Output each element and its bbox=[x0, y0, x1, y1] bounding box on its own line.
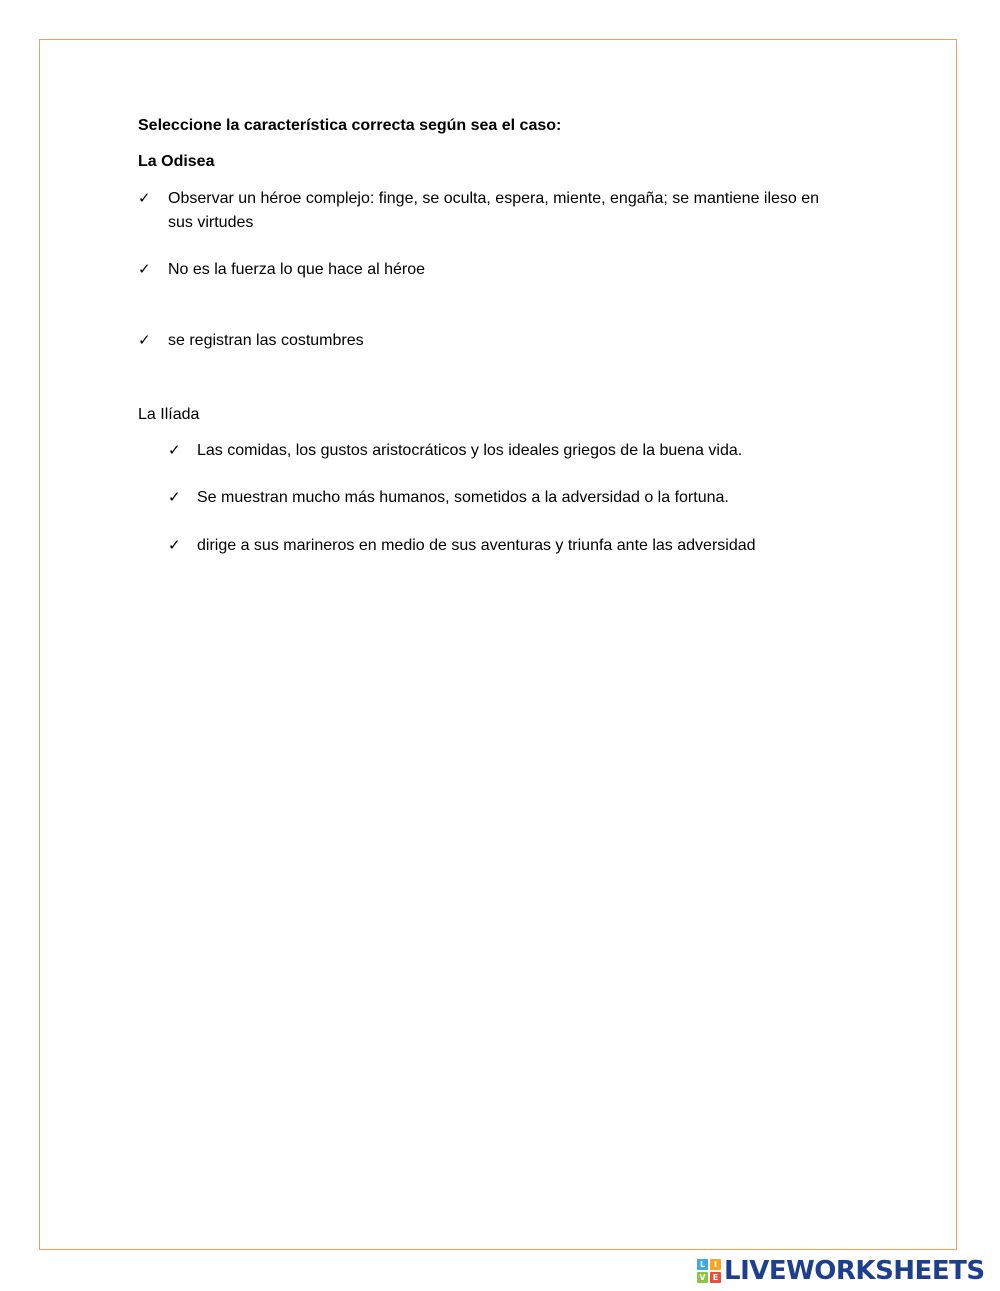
checkmark-icon: ✓ bbox=[168, 488, 181, 506]
logo-mark-icon bbox=[697, 1259, 721, 1283]
logo-letter-v: V bbox=[697, 1272, 708, 1283]
checkmark-icon: ✓ bbox=[138, 260, 151, 278]
odisea-item-1-text-line1: Observar un héroe complejo: finge, se oculta, espera, miente, engaña; se mantiene ileso en bbox=[168, 190, 820, 207]
checkmark-icon: ✓ bbox=[168, 441, 181, 459]
iliada-item-1-text: Las comidas, los gustos aristocráticos y los ideales griegos de la buena vida. bbox=[197, 442, 743, 459]
instructions-heading: Seleccione la característica correcta según sea el caso: bbox=[138, 117, 562, 134]
logo-letter-e: E bbox=[710, 1272, 721, 1283]
checkmark-icon: ✓ bbox=[138, 331, 151, 349]
checkmark-icon: ✓ bbox=[138, 189, 151, 207]
section-title-odisea: La Odisea bbox=[138, 153, 215, 170]
odisea-item-2-text: No es la fuerza lo que hace al héroe bbox=[168, 261, 426, 278]
logo-letter-i: I bbox=[710, 1259, 721, 1270]
iliada-item-2-text: Se muestran mucho más humanos, sometidos a la adversidad o la fortuna. bbox=[197, 489, 729, 506]
liveworksheets-logo[interactable] bbox=[697, 1256, 985, 1286]
logo-wordmark: LIVEWORKSHEETS bbox=[724, 1256, 985, 1286]
logo-letter-l: L bbox=[697, 1259, 708, 1270]
section-title-iliada: La Ilíada bbox=[138, 406, 200, 423]
odisea-item-3-text: se registran las costumbres bbox=[168, 332, 364, 349]
odisea-item-1-text-line2: sus virtudes bbox=[168, 214, 254, 231]
checkmark-icon: ✓ bbox=[168, 536, 181, 554]
iliada-item-3-text: dirige a sus marineros en medio de sus aventuras y triunfa ante las adversidad bbox=[197, 537, 756, 554]
